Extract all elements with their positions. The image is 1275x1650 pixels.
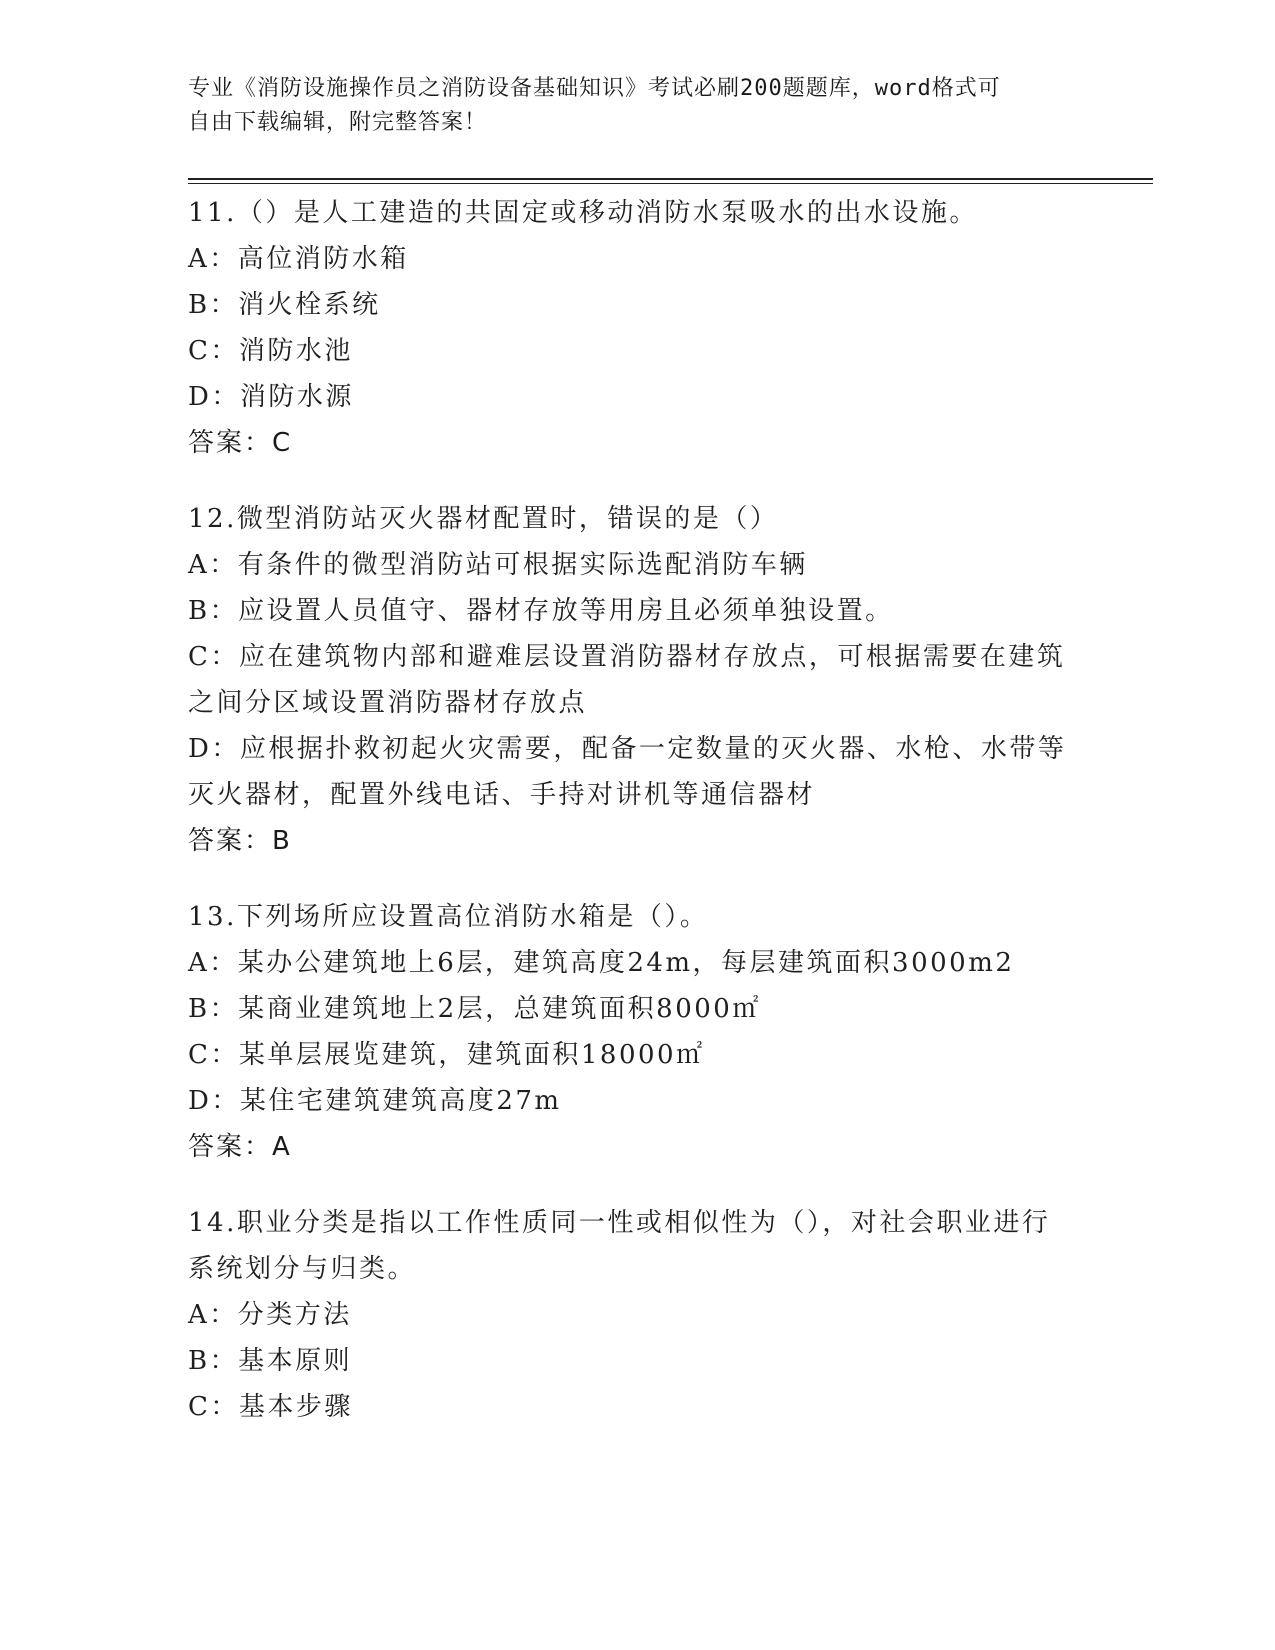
answer-option: D：应根据扑救初起火灾需要，配备一定数量的灭火器、水枪、水带等 (188, 734, 1067, 764)
answer-option: A：分类方法 (188, 1300, 352, 1330)
header-line-1: 专业《消防设施操作员之消防设备基础知识》考试必刷200题题库，word格式可 (188, 76, 1001, 101)
answer-option: C：某单层展览建筑，建筑面积18000㎡ (188, 1040, 705, 1070)
answer-key: 答案：C (188, 428, 293, 458)
header-line-2: 自由下载编辑，附完整答案！ (188, 110, 488, 135)
question-block (188, 190, 1088, 466)
answer-option: A：某办公建筑地上6层，建筑高度24m，每层建筑面积3000m2 (188, 948, 1015, 978)
question-stem: 14.职业分类是指以工作性质同一性或相似性为（），对社会职业进行 (188, 1208, 1051, 1238)
answer-option: 灭火器材，配置外线电话、手持对讲机等通信器材 (188, 780, 816, 810)
answer-key: 答案：B (188, 826, 292, 856)
answer-option: A：高位消防水箱 (188, 244, 409, 274)
question-block (188, 496, 1088, 864)
question-block (188, 894, 1088, 1170)
answer-option: B：应设置人员值守、器材存放等用房且必须单独设置。 (188, 596, 894, 626)
answer-option: D：消防水源 (188, 382, 354, 412)
answer-option: A：有条件的微型消防站可根据实际选配消防车辆 (188, 550, 808, 580)
document-header (188, 72, 1068, 140)
header-divider-thin (188, 183, 1153, 184)
question-stem: 系统划分与归类。 (188, 1254, 417, 1284)
answer-option: C：应在建筑物内部和避难层设置消防器材存放点，可根据需要在建筑 (188, 642, 1066, 672)
answer-option: D：某住宅建筑建筑高度27m (188, 1086, 562, 1116)
answer-option: C：消防水池 (188, 336, 353, 366)
question-list (188, 190, 1088, 1460)
answer-option: C：基本步骤 (188, 1392, 353, 1422)
question-stem: 11.（）是人工建造的共固定或移动消防水泵吸水的出水设施。 (188, 198, 978, 228)
answer-option: 之间分区域设置消防器材存放点 (188, 688, 588, 718)
answer-option: B：基本原则 (188, 1346, 353, 1376)
header-divider (188, 178, 1153, 180)
answer-key: 答案：A (188, 1132, 292, 1162)
answer-option: B：消火栓系统 (188, 290, 381, 320)
question-stem: 12.微型消防站灭火器材配置时，错误的是（） (188, 504, 779, 534)
question-block (188, 1200, 1088, 1430)
question-stem: 13.下列场所应设置高位消防水箱是（）。 (188, 902, 709, 932)
answer-option: B：某商业建筑地上2层，总建筑面积8000㎡ (188, 994, 761, 1024)
